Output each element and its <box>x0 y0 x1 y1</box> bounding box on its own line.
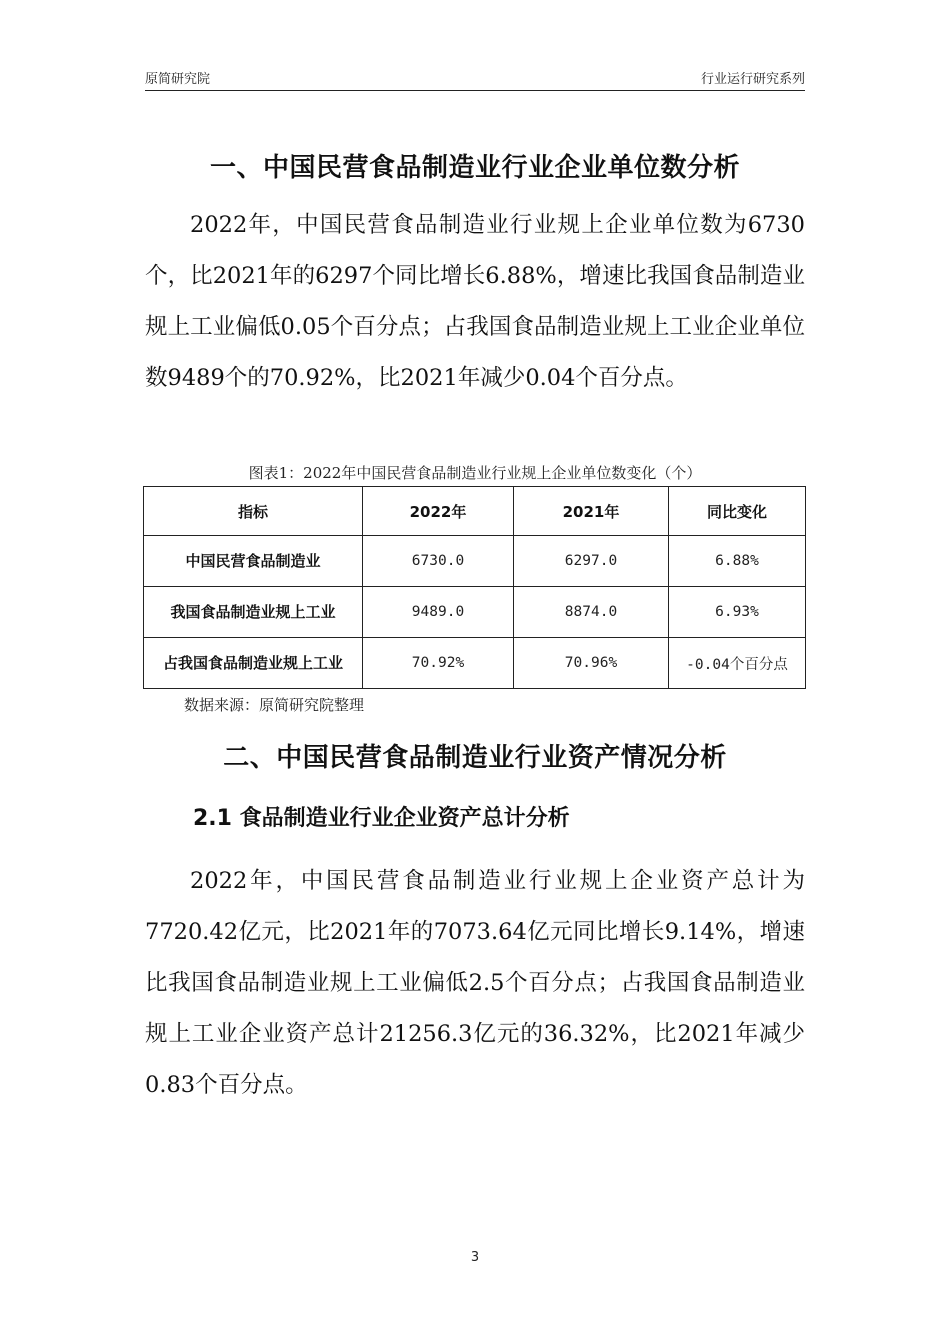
row-label: 我国食品制造业规上工业 <box>144 587 363 638</box>
row-label: 占我国食品制造业规上工业 <box>144 638 363 689</box>
section-2-1-subtitle: 2.1 食品制造业行业企业资产总计分析 <box>193 806 570 831</box>
column-header-yoy-change: 同比变化 <box>669 487 806 536</box>
cell-2021: 6297.0 <box>514 536 669 587</box>
cell-2022: 6730.0 <box>363 536 514 587</box>
table-1-source-note: 数据来源：原简研究院整理 <box>184 696 365 714</box>
section-2-paragraph: 2022年，中国民营食品制造业行业规上企业资产总计为7720.42亿元，比2021年的7073.64亿元同比增长9.14%，增速比我国食品制造业规上工业偏低2.5个百分点；占我国食品制造业规上工业企业资产总计21256.3亿元的36.32%，比2021年减少0.83个百分点。 <box>145 868 805 1098</box>
cell-change: -0.04个百分点 <box>669 638 806 689</box>
table-header-row <box>144 487 806 536</box>
cell-2021: 70.96% <box>514 638 669 689</box>
row-label: 中国民营食品制造业 <box>144 536 363 587</box>
page-header <box>145 66 805 91</box>
cell-2022: 9489.0 <box>363 587 514 638</box>
section-1-title: 一、中国民营食品制造业行业企业单位数分析 <box>209 153 740 183</box>
column-header-indicator: 指标 <box>144 487 363 536</box>
table-row <box>144 536 806 587</box>
table-row <box>144 638 806 689</box>
cell-change: 6.88% <box>669 536 806 587</box>
table-row <box>144 587 806 638</box>
header-series-name: 行业运行研究系列 <box>700 72 805 87</box>
section-1-paragraph: 2022年，中国民营食品制造业行业规上企业单位数为6730个，比2021年的6297个同比增长6.88%，增速比我国食品制造业规上工业偏低0.05个百分点；占我国食品制造业规上工业企业单位数9489个的70.92%，比2021年减少0.04个百分点。 <box>145 212 805 391</box>
section-2-title: 二、中国民营食品制造业行业资产情况分析 <box>223 743 727 773</box>
cell-2022: 70.92% <box>363 638 514 689</box>
cell-change: 6.93% <box>669 587 806 638</box>
table-1-caption: 图表1：2022年中国民营食品制造业行业规上企业单位数变化（个） <box>248 464 702 482</box>
page-number: 3 <box>470 1250 480 1265</box>
cell-2021: 8874.0 <box>514 587 669 638</box>
column-header-2022: 2022年 <box>363 487 514 536</box>
column-header-2021: 2021年 <box>514 487 669 536</box>
table-1 <box>143 486 806 689</box>
header-org-name: 原简研究院 <box>145 72 211 87</box>
